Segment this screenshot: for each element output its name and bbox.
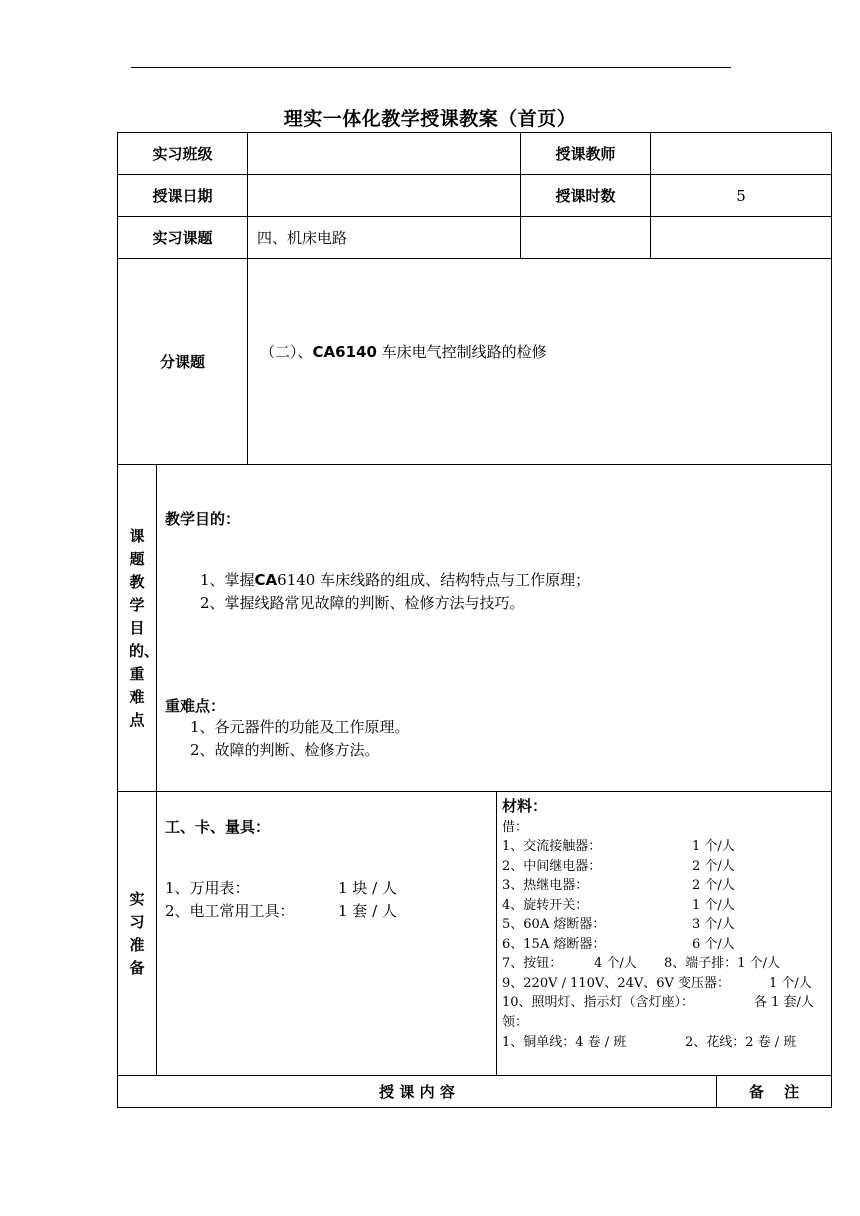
class-label: 实习班级 (117, 132, 248, 175)
topic-extra-cell-2 (650, 216, 832, 259)
material-4-name: 4、旋转开关： (502, 898, 589, 913)
subtopic-rest: 车床电气控制线路的检修 (381, 343, 547, 361)
tool-2-name: 2、电工常用工具： (165, 902, 295, 920)
materials-borrow: 借： (502, 820, 529, 835)
hours-label: 授课时数 (520, 174, 651, 217)
objectives-cell (156, 464, 832, 792)
subtopic-prefix: （二）、 (260, 343, 313, 361)
objectives-heading: 教学目的： (165, 510, 241, 528)
receive-item-1: 1、铜单线：4 卷 / 班 (502, 1035, 627, 1050)
key-point-1: 1、各元器件的功能及工作原理。 (190, 718, 410, 736)
topic-label: 实习课题 (117, 216, 248, 259)
prep-side-label: 实习准备 (117, 791, 157, 1076)
tool-1-qty: 1 块 / 人 (338, 879, 397, 897)
header-rule (131, 67, 731, 68)
material-7-name: 7、按钮： (502, 956, 563, 971)
material-4-qty: 1 个/人 (692, 898, 735, 913)
material-1-name: 1、交流接触器： (502, 839, 602, 854)
objective-item-1: 1、掌握CA6140 车床线路的组成、结构特点与工作原理； (200, 571, 591, 589)
material-10-qty: 各 1 套/人 (754, 995, 814, 1010)
tools-heading: 工、卡、量具： (165, 818, 271, 836)
notes-label: 备 注 (716, 1075, 832, 1108)
teacher-value[interactable] (650, 132, 832, 175)
material-10-name: 10、照明灯、指示灯（含灯座）： (502, 995, 695, 1010)
material-3-qty: 2 个/人 (692, 878, 735, 893)
material-9-name: 9、220V / 110V、24V、6V 变压器： (502, 976, 731, 991)
tool-2-qty: 1 套 / 人 (338, 902, 397, 920)
class-value[interactable] (247, 132, 521, 175)
material-5-qty: 3 个/人 (692, 917, 735, 932)
receive-item-2: 2、花线：2 卷 / 班 (685, 1035, 797, 1050)
date-value[interactable] (247, 174, 521, 217)
key-point-2: 2、故障的判断、检修方法。 (190, 741, 380, 759)
material-7-qty: 4 个/人 (594, 956, 637, 971)
date-label: 授课日期 (117, 174, 248, 217)
material-6-qty: 6 个/人 (692, 937, 735, 952)
tool-1-name: 1、万用表： (165, 879, 250, 897)
content-label: 授 课 内 容 (117, 1075, 717, 1108)
key-points-heading: 重难点： (165, 697, 226, 715)
materials-receive: 领： (502, 1015, 529, 1030)
subtopic-label: 分课题 (117, 258, 248, 465)
material-6-name: 6、15A 熔断器： (502, 937, 606, 952)
material-1-qty: 1 个/人 (692, 839, 735, 854)
subtopic-text (260, 341, 547, 362)
material-3-name: 3、热继电器： (502, 878, 589, 893)
materials-cell (496, 791, 832, 1076)
material-2-name: 2、中间继电器： (502, 859, 602, 874)
material-5-name: 5、60A 熔断器： (502, 917, 606, 932)
objective-item-2: 2、掌握线路常见故障的判断、检修方法与技巧。 (200, 594, 525, 612)
objectives-side-label: 课题教学目的、重难点 (117, 464, 157, 792)
page-title: 理实一体化教学授课教案（首页） (283, 108, 577, 130)
material-2-qty: 2 个/人 (692, 859, 735, 874)
topic-value[interactable]: 四、机床电路 (247, 216, 521, 259)
subtopic-model: CA6140 (312, 343, 377, 361)
teacher-label: 授课教师 (520, 132, 651, 175)
material-8: 8、端子排：1 个/人 (664, 956, 781, 971)
materials-heading: 材料： (502, 797, 548, 815)
tools-cell (156, 791, 497, 1076)
subtopic-cell (247, 258, 832, 465)
topic-extra-cell-1 (520, 216, 651, 259)
material-9-qty: 1 个/人 (769, 976, 812, 991)
hours-value[interactable]: 5 (650, 174, 832, 217)
